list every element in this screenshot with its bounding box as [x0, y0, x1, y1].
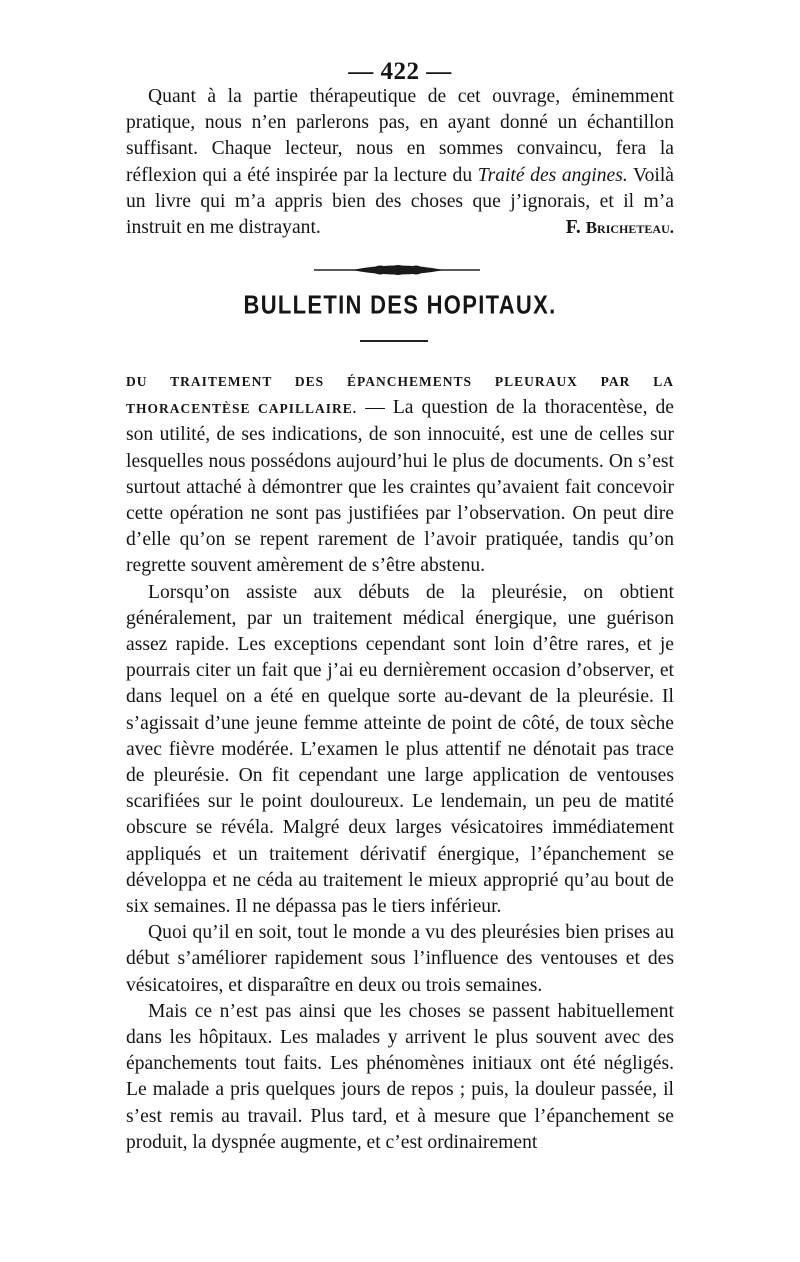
article [126, 368, 674, 1156]
book-review-paragraph [126, 84, 674, 241]
article-paragraph: Quoi qu’il en soit, tout le monde a vu des pleurésies bien prises au début s’améliorer rapidement sous l’influence des ventouses et des vésicatoires, et disparaître en deux ou trois semaines. [126, 922, 674, 996]
ornament-divider [312, 258, 482, 282]
title-rule [360, 340, 428, 342]
review-book-title: Traité des angines. [477, 164, 628, 186]
review-signature [536, 215, 674, 241]
article-paragraph: Lorsqu’on assiste aux débuts de la pleurésie, on obtient généralement, par un traitement médical énergique, une guérison assez rapide. Les exceptions cependant sont loin d’être rares, et je pourrais citer un fait que j’ai eu dernièrement occasion d’observer, et dans lequel on a été en quelque sorte au-devant de la pleurésie. Il s’agissait d’une jeune femme atteinte de point de côté, de toux sèche avec fièvre modérée. L’examen le plus attentif ne dénotait pas trace de pleurésie. On fit cependant une large application de ventouses scarifiées sur le point douloureux. Le lendemain, un peu de matité obscure se révéla. Malgré deux larges vésicatoires immédiatement appliqués et un traitement dérivatif énergique, l’épanchement se développa et ne céda au traitement le mieux approprié qu’au bout de six semaines. Il ne dépassa pas le tiers inférieur. [126, 581, 674, 918]
article-paragraph [126, 368, 674, 580]
review-conclusion: Voilà un livre qui m’a appris bien des choses que j’ignorais, et il m’a instruit en me distrayant. [126, 164, 675, 239]
article-paragraph-text: — La question de la thoracentèse, de son utilité, de ses indications, de son innocuité, est une de celles sur lesquelles nous possédons aujourd’hui le plus de documents. On s’est surtout attaché à démontrer que les craintes qu’avaient fait concevoir cette opération ne sont pas justifiées par l’observation. On peut dire d’elle qu’on se repent rarement de l’avoir pratiquée, tandis qu’on regrette souvent amèrement de s’être abstenu. [126, 397, 674, 577]
signature-initial: F. [565, 217, 581, 239]
article-paragraph: Mais ce n’est pas ainsi que les choses se passent habituellement dans les hôpitaux. Les malades y arrivent le plus souvent avec des épanchements tout faits. Les phénomènes initiaux ont été négligés. Le malade a pris quelques jours de repos ; puis, la douleur passée, il s’est remis au travail. Plus tard, et à mesure que l’épanchement se produit, la dyspnée augmente, et c’est ordinairement [126, 1000, 674, 1153]
signature-name: Bricheteau. [585, 218, 674, 238]
review-body: Quant à la partie thérapeutique de cet ouvrage, éminemment pratique, nous n’en parlerons pas, en ayant donné un échantillon suffisant. Chaque lecteur, nous en sommes convaincu, fera la réflexion qui a été inspirée par la lecture du [126, 86, 674, 186]
article-heading: DU TRAITEMENT DES ÉPANCHEMENTS PLEURAUX PAR LA THORACENTÈSE CAPILLAIRE. [126, 374, 674, 417]
review-text [126, 84, 674, 241]
page-number: — 422 — [348, 58, 452, 85]
section-title: BULLETIN DES HOPITAUX. [243, 289, 557, 320]
